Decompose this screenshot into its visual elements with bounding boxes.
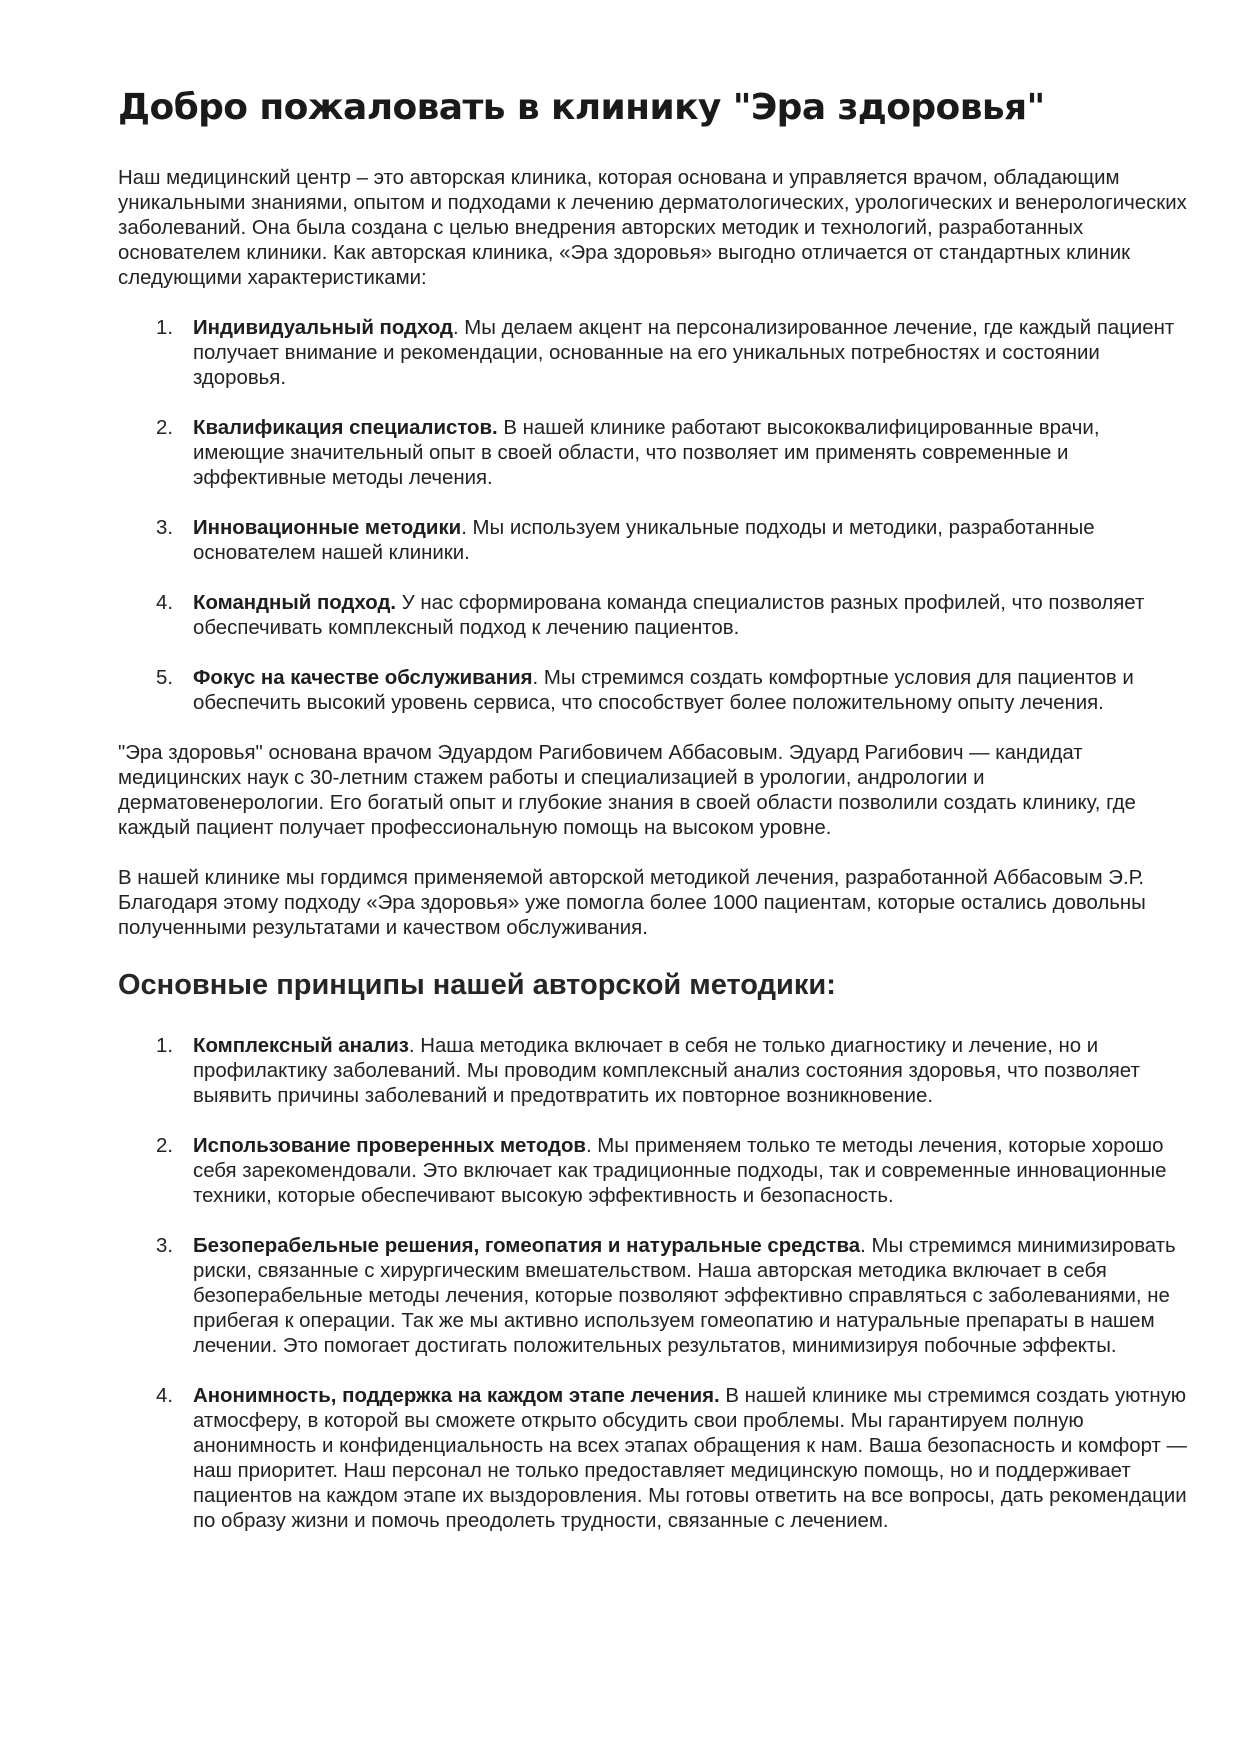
list-item-text: В нашей клинике мы стремимся создать уютную атмосферу, в которой вы сможете открыто обсудить свои проблемы. Мы гарантируем полную анонимность и конфиденциальность на всех этапах обращения к нам. Ваша безопасность и комфорт — наш приоритет. Наш персонал не только предоставляет медицинскую помощь, но и поддерживает пациентов на каждом этапе их выздоровления. Мы готовы ответить на все вопросы, дать рекомендации по образу жизни и помочь преодолеть трудности, связанные с лечением. (193, 1385, 1187, 1532)
list-number: 5. (156, 667, 174, 689)
list-item-text: . Мы стремимся минимизировать риски, связанные с хирургическим вмешательством. Наша авторская методика включает в себя безоперабельные методы лечения, которые позволяют эффективно справляться с заболеваниями, не прибегая к операции. Так же мы активно используем гомеопатию и натуральные препараты в нашем лечении. Это помогает достигать положительных результатов, минимизируя побочные эффекты. (193, 1235, 1176, 1357)
list-item-heading: Безоперабельные решения, гомеопатия и натуральные средства (193, 1235, 861, 1257)
list-item-heading: Использование проверенных методов (193, 1135, 586, 1157)
list-item (118, 591, 1188, 641)
list-item (118, 516, 1188, 566)
founder-paragraph: "Эра здоровья" основана врачом Эдуардом Рагибовичем Аббасовым. Эдуард Рагибович — кандидат медицинских наук с 30-летним стажем работы и специализацией в урологии, андрологии и дерматовенерологии. Его богатый опыт и глубокие знания в своей области позволили создать клинику, где каждый пациент получает профессиональную помощь на высоком уровне. (118, 742, 1136, 839)
list-item-text: В нашей клинике работают высококвалифицированные врачи, имеющие значительный опыт в своей области, что позволяет им применять современные и эффективные методы лечения. (193, 417, 1100, 489)
list-number: 3. (156, 1235, 174, 1257)
list-number: 2. (156, 1135, 174, 1157)
list-item-text: . Мы применяем только те методы лечения, которые хорошо себя зарекомендовали. Это включает как традиционные подходы, так и современные инновационные техники, которые обеспечивают высокую эффективность и безопасность. (193, 1135, 1167, 1207)
list-item-text: . Мы используем уникальные подходы и методики, разработанные основателем нашей клиники. (193, 517, 1095, 564)
list-item (118, 416, 1188, 491)
list-item-heading: Инновационные методики (193, 517, 462, 539)
list-item-text: . Наша методика включает в себя не только диагностику и лечение, но и профилактику заболеваний. Мы проводим комплексный анализ состояния здоровья, что позволяет выявить причины заболеваний и предотвратить их повторное возникновение. (193, 1035, 1140, 1107)
list-item (118, 1034, 1188, 1109)
list-item (118, 316, 1188, 391)
list-number: 1. (156, 317, 174, 339)
list-number: 4. (156, 1385, 174, 1407)
document-page (118, 78, 1188, 1559)
list-number: 3. (156, 517, 174, 539)
list-item-heading: Фокус на качестве обслуживания (193, 667, 533, 689)
pride-paragraph: В нашей клинике мы гордимся применяемой авторской методикой лечения, разработанной Аббасовым Э.Р. Благодаря этому подходу «Эра здоровья» уже помогла более 1000 пациентам, которые остались довольны полученными результатами и качеством обслуживания. (118, 867, 1146, 939)
list-item-text: . Мы стремимся создать комфортные условия для пациентов и обеспечить высокий уровень сервиса, что способствует более положительному опыту лечения. (193, 667, 1134, 714)
intro-paragraph: Наш медицинский центр – это авторская клиника, которая основана и управляется врачом, обладающим уникальными знаниями, опытом и подходами к лечению дерматологических, урологических и венерологических заболеваний. Она была создана с целью внедрения авторских методик и технологий, разработанных основателем клиники. Как авторская клиника, «Эра здоровья» выгодно отличается от стандартных клиник следующими характеристиками: (118, 167, 1187, 289)
list-item-heading: Квалификация специалистов. (193, 417, 498, 439)
list-item-heading: Анонимность, поддержка на каждом этапе лечения. (193, 1385, 720, 1407)
list-number: 4. (156, 592, 174, 614)
list-item (118, 666, 1188, 716)
list-item-heading: Комплексный анализ (193, 1035, 409, 1057)
list-item-heading: Командный подход. (193, 592, 397, 614)
list-item-heading: Индивидуальный подход (193, 317, 453, 339)
list-item (118, 1384, 1188, 1534)
list-item (118, 1134, 1188, 1209)
page-title: Добро пожаловать в клинику "Эра здоровья" (118, 87, 1045, 128)
list-item-text: . Мы делаем акцент на персонализированное лечение, где каждый пациент получает внимание и рекомендации, основанные на его уникальных потребностях и состоянии здоровья. (193, 317, 1175, 389)
features-list (118, 316, 1188, 716)
list-item (118, 1234, 1188, 1359)
list-item-text: У нас сформирована команда специалистов разных профилей, что позволяет обеспечивать комплексный подход к лечению пациентов. (193, 592, 1145, 639)
list-number: 1. (156, 1035, 174, 1057)
principles-heading: Основные принципы нашей авторской методики: (118, 969, 836, 1001)
principles-list (118, 1034, 1188, 1534)
list-number: 2. (156, 417, 174, 439)
